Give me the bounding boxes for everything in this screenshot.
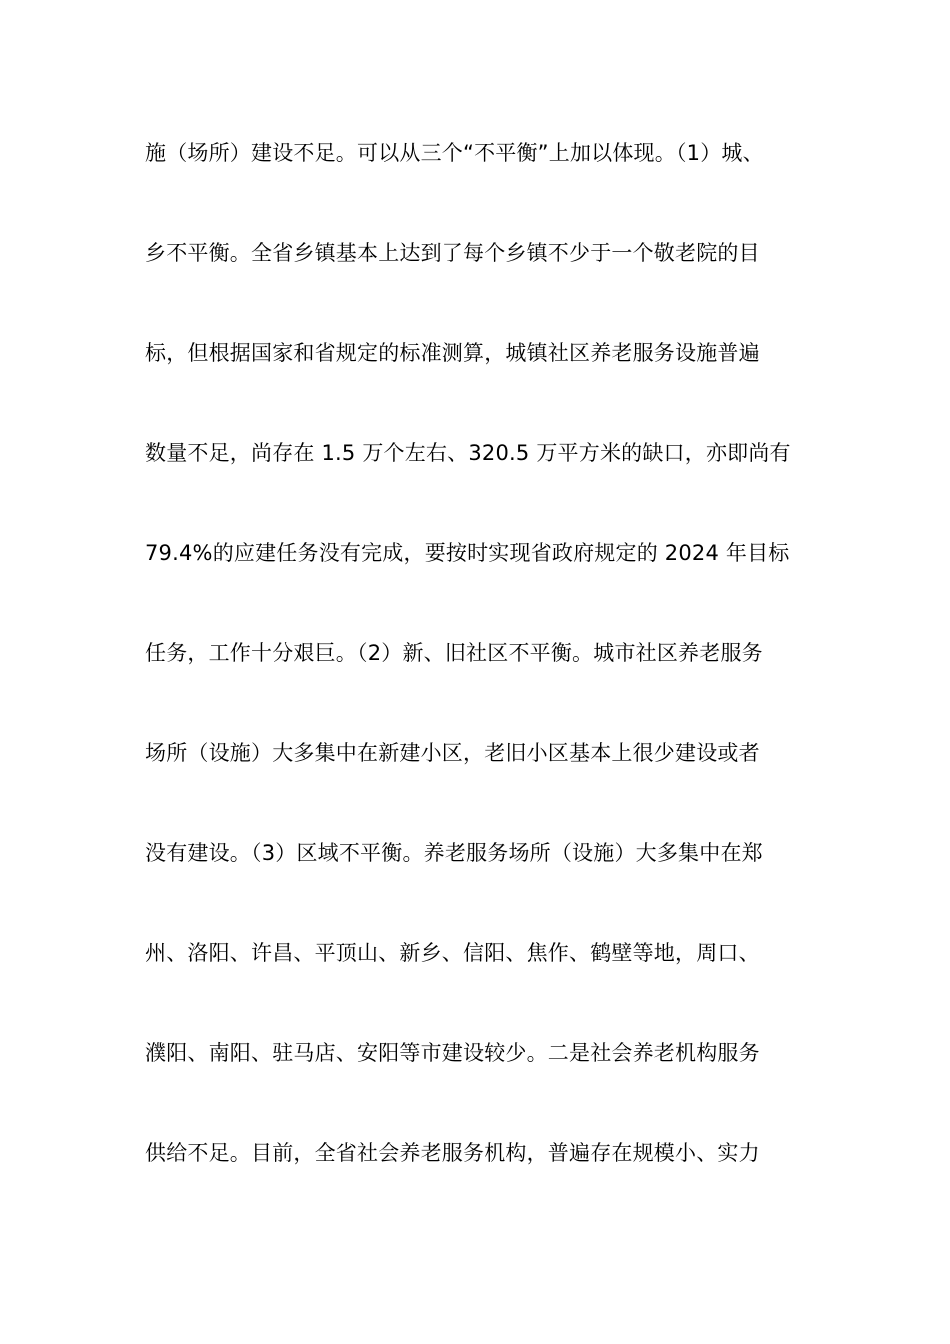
text-line: 濮阳、南阳、驻马店、安阳等市建设较少。二是社会养老机构服务 [145, 1041, 760, 1065]
text-line: 标，但根据国家和省规定的标准测算，城镇社区养老服务设施普遍 [145, 341, 760, 365]
text-line: 州、洛阳、许昌、平顶山、新乡、信阳、焦作、鹤壁等地，周口、 [145, 941, 760, 965]
text-line: 施（场所）建设不足。可以从三个“不平衡”上加以体现。（1）城、 [145, 141, 764, 165]
text-line: 任务，工作十分艰巨。（2）新、旧社区不平衡。城市社区养老服务 [145, 641, 763, 665]
text-line: 乡不平衡。全省乡镇基本上达到了每个乡镇不少于一个敬老院的目 [145, 241, 760, 265]
text-line: 场所（设施）大多集中在新建小区，老旧小区基本上很少建设或者 [145, 741, 760, 765]
text-line: 79.4%的应建任务没有完成，要按时实现省政府规定的 2024 年目标 [145, 541, 790, 565]
text-line: 没有建设。（3）区域不平衡。养老服务场所（设施）大多集中在郑 [145, 841, 763, 865]
text-line: 供给不足。目前，全省社会养老服务机构，普遍存在规模小、实力 [145, 1141, 760, 1165]
body-text [145, 128, 825, 1228]
text-line: 数量不足，尚存在 1.5 万个左右、320.5 万平方米的缺口，亦即尚有 [145, 441, 791, 465]
